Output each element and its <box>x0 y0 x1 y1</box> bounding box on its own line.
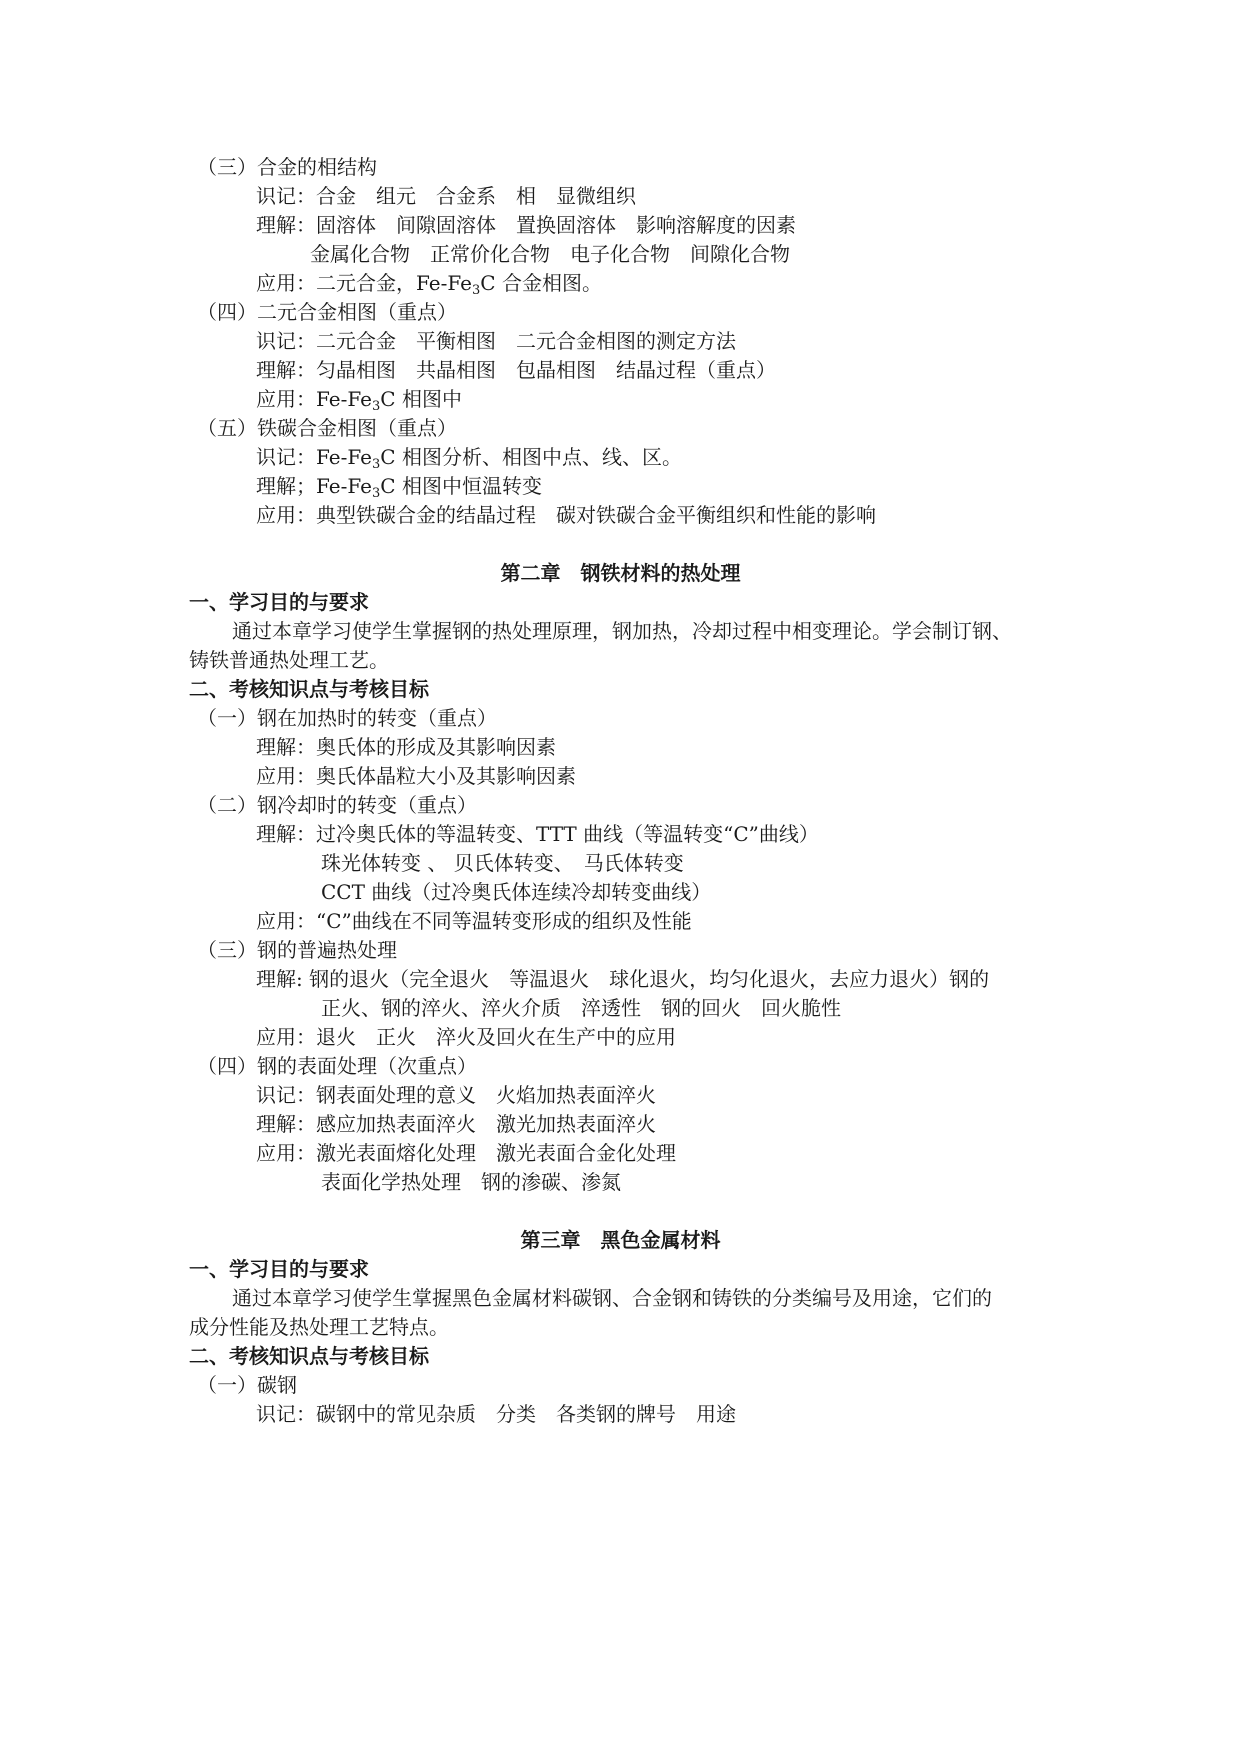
text-line: 理解：奥氏体的形成及其影响因素 <box>256 735 556 759</box>
text-line: 应用：奥氏体晶粒大小及其影响因素 <box>256 764 576 788</box>
paragraph-line: 通过本章学习使学生掌握钢的热处理原理，钢加热，冷却过程中相变理论。学会制订钢、 <box>232 619 1012 643</box>
paragraph-line: 成分性能及热处理工艺特点。 <box>189 1315 449 1339</box>
text-line: 识记：钢表面处理的意义 火焰加热表面淬火 <box>256 1083 656 1107</box>
text-line: 理解：感应加热表面淬火 激光加热表面淬火 <box>256 1112 656 1136</box>
section-title: 一、学习目的与要求 <box>189 1257 369 1281</box>
text-span: C 相图中恒温转变 <box>380 474 542 498</box>
text-line: 应用：“C”曲线在不同等温转变形成的组织及性能 <box>256 909 692 933</box>
section-heading: （二）钢冷却时的转变（重点） <box>197 793 477 817</box>
section-heading: （五）铁碳合金相图（重点） <box>197 416 457 440</box>
subscript: 3 <box>472 283 481 298</box>
text-line: 应用：退火 正火 淬火及回火在生产中的应用 <box>256 1025 676 1049</box>
section-heading: （三）合金的相结构 <box>197 155 377 179</box>
paragraph-line: 铸铁普通热处理工艺。 <box>189 648 389 672</box>
section-heading: （一）碳钢 <box>197 1373 297 1397</box>
text-line: 识记：合金 组元 合金系 相 显微组织 <box>256 184 636 208</box>
text-line: 理解：固溶体 间隙固溶体 置换固溶体 影响溶解度的因素 <box>256 213 796 237</box>
section-heading: （一）钢在加热时的转变（重点） <box>197 706 497 730</box>
subscript: 3 <box>372 399 381 414</box>
subscript: 3 <box>372 457 381 472</box>
text-span: C 相图分析、相图中点、线、区。 <box>380 445 682 469</box>
text-line: 理解: 钢的退火（完全退火 等温退火 球化退火，均匀化退火，去应力退火）钢的 <box>256 967 990 991</box>
text-line <box>256 270 602 296</box>
text-line: 正火、钢的淬火、淬火介质 淬透性 钢的回火 回火脆性 <box>321 996 841 1020</box>
text-line: 识记：碳钢中的常见杂质 分类 各类钢的牌号 用途 <box>256 1402 736 1426</box>
paragraph-line: 通过本章学习使学生掌握黑色金属材料碳钢、合金钢和铸铁的分类编号及用途，它们的 <box>232 1286 992 1310</box>
text-line: 应用：典型铁碳合金的结晶过程 碳对铁碳合金平衡组织和性能的影响 <box>256 503 876 527</box>
text-line: 识记：二元合金 平衡相图 二元合金相图的测定方法 <box>256 329 736 353</box>
section-heading: （四）钢的表面处理（次重点） <box>197 1054 477 1078</box>
section-title: 二、考核知识点与考核目标 <box>189 677 429 701</box>
text-line <box>256 444 682 470</box>
section-heading: （三）钢的普遍热处理 <box>197 938 397 962</box>
text-line: 金属化合物 正常价化合物 电子化合物 间隙化合物 <box>310 242 790 266</box>
section-title: 二、考核知识点与考核目标 <box>189 1344 429 1368</box>
chapter-title: 第三章 黑色金属材料 <box>520 1228 721 1252</box>
text-span: 应用：二元合金，Fe-Fe <box>256 271 472 295</box>
text-line: 珠光体转变 、 贝氏体转变、 马氏体转变 <box>321 851 684 875</box>
section-title: 一、学习目的与要求 <box>189 590 369 614</box>
text-span: 识记：Fe-Fe <box>256 445 372 469</box>
chapter-title: 第二章 钢铁材料的热处理 <box>500 561 741 585</box>
text-line <box>256 473 542 499</box>
text-span: 应用：Fe-Fe <box>256 387 372 411</box>
text-line: 表面化学热处理 钢的渗碳、渗氮 <box>321 1170 621 1194</box>
text-line: 应用：激光表面熔化处理 激光表面合金化处理 <box>256 1141 676 1165</box>
text-line <box>256 386 462 412</box>
text-line: CCT 曲线（过冷奥氏体连续冷却转变曲线） <box>321 880 712 904</box>
subscript: 3 <box>372 486 381 501</box>
text-span: C 合金相图。 <box>480 271 602 295</box>
text-line: 理解：匀晶相图 共晶相图 包晶相图 结晶过程（重点） <box>256 358 776 382</box>
text-span: 理解；Fe-Fe <box>256 474 372 498</box>
text-line: 理解：过冷奥氏体的等温转变、TTT 曲线（等温转变“C”曲线） <box>256 822 819 846</box>
section-heading: （四）二元合金相图（重点） <box>197 300 457 324</box>
text-span: C 相图中 <box>380 387 462 411</box>
